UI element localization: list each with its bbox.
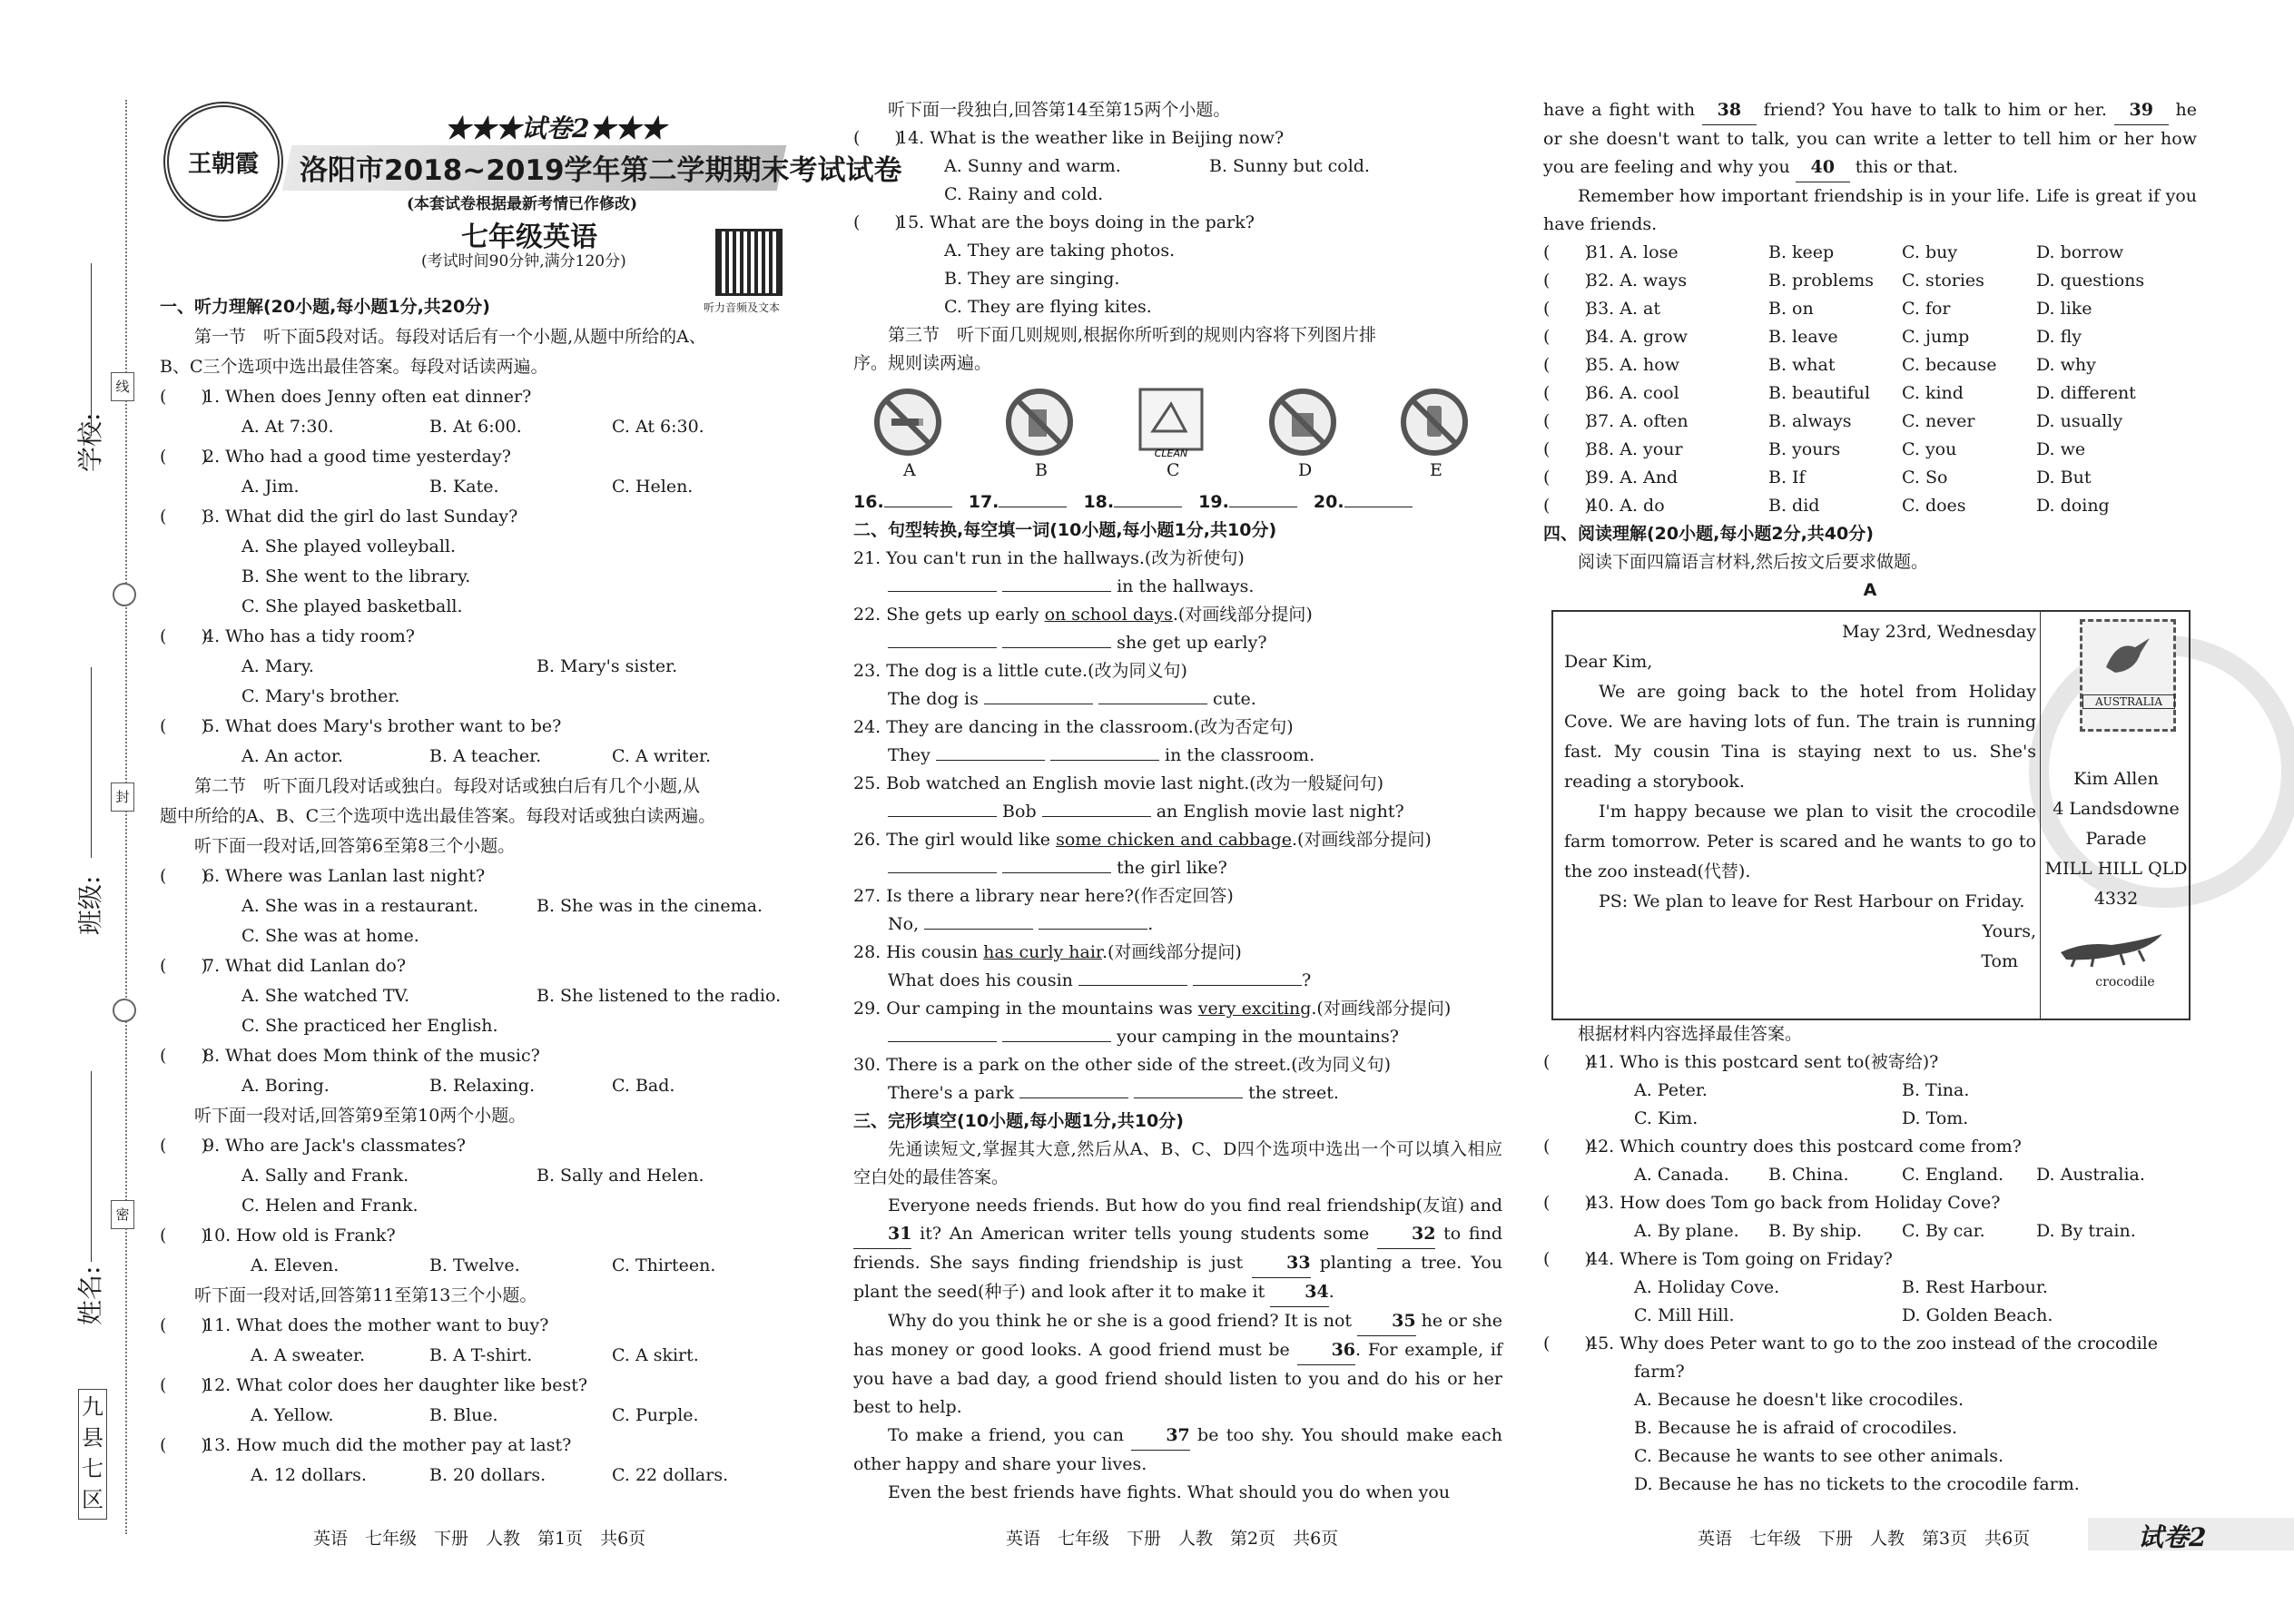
option-14c: C. Rainy and cold. — [944, 184, 1104, 204]
cloze-option: B. yours — [1768, 439, 1841, 459]
no-phone-sign-icon — [1398, 386, 1471, 458]
postcard-address — [2043, 764, 2189, 914]
pictures-row — [871, 386, 1507, 486]
crocodile-icon — [2057, 925, 2166, 970]
cloze-option: 34. A. grow — [1587, 327, 1689, 347]
question-43: ( ) 43. How does Tom go back from Holiday Cove? — [1543, 1193, 2001, 1213]
options-42: A. Canada. B. China. C. England. D. Australia. — [1634, 1165, 2145, 1185]
cloze-option-row — [1543, 408, 2197, 436]
reading-intro: 阅读下面四篇语言材料,然后按文后要求做题。 — [1578, 552, 1929, 572]
cloze-option: C. because — [1902, 355, 1997, 375]
option-3c: C. She played basketball. — [241, 596, 463, 616]
question-44: ( ) 44. Where is Tom going on Friday? — [1543, 1249, 1893, 1269]
blank-21b[interactable] — [1002, 573, 1111, 592]
cloze-paragraph-3: To make a friend, you can 37 be too shy. You should make each other happy and share your lives. — [853, 1422, 1502, 1479]
cloze-option: B. did — [1768, 496, 1820, 516]
options-41b: C. Kim. D. Tom. — [1634, 1108, 1969, 1128]
blank-28a[interactable] — [1078, 967, 1187, 986]
cloze-paragraph-5: Remember how important friendship is in your life. Life is great if you have friends. — [1543, 186, 2197, 234]
bird-icon — [2099, 631, 2157, 685]
addr-line-3: Parade — [2085, 829, 2147, 849]
ornament-icon — [113, 999, 136, 1022]
question-11: ( ) 11. What does the mother want to buy? — [160, 1315, 549, 1335]
no-littering-sign-icon — [1266, 386, 1339, 458]
question-2: ( ) 2. Who had a good time yesterday? — [160, 447, 511, 467]
answer-paren[interactable]: ( ) — [1543, 355, 1591, 375]
cloze-option: B. If — [1768, 468, 1806, 487]
line-mark-xian: 线 — [111, 372, 134, 401]
passage-a-label: A — [1863, 580, 1877, 600]
postcard-divider — [2040, 612, 2041, 1019]
qr-code[interactable] — [715, 229, 783, 296]
blank-16[interactable] — [884, 488, 952, 507]
part2-instruction: 第二节 听下面几段对话或独白。每段对话或独白后有几个小题,从 — [194, 776, 701, 796]
question-1: ( ) 1. When does Jenny often eat dinner? — [160, 387, 532, 407]
section-sentence: 二、句型转换,每空填一词(10小题,每小题1分,共10分) — [853, 520, 1277, 540]
cloze-option: B. what — [1768, 355, 1836, 375]
blank-30a[interactable] — [1019, 1079, 1128, 1098]
footer-page-2: 英语 七年级 下册 人教 第2页 共6页 — [1006, 1529, 1339, 1549]
addr-line-5: 4332 — [2093, 889, 2139, 909]
cloze-intro: 先通读短文,掌握其大意,然后从A、B、C、D四个选项中选出一个可以填入相应空白处的最佳答案。 — [853, 1139, 1502, 1187]
postcard-paragraph-3: PS: We plan to leave for Rest Harbour on Friday. — [1599, 891, 2025, 911]
question-15: ( ) 15. What are the boys doing in the park? — [853, 212, 1255, 232]
blank-23a[interactable] — [984, 685, 1093, 704]
options-2: A. Jim. B. Kate. C. Helen. — [241, 477, 694, 497]
binding-sidebar — [0, 0, 130, 1624]
cloze-option: B. leave — [1768, 327, 1838, 347]
options-41a: A. Peter. B. Tina. — [1634, 1080, 1970, 1100]
column-2 — [853, 96, 1502, 378]
sentence-27-answer: No, . — [853, 910, 1502, 939]
cloze-option: C. stories — [1902, 271, 1984, 290]
options-10: A. Eleven. B. Twelve. C. Thirteen. — [251, 1255, 716, 1275]
options-14: A. Sunny and warm. B. Sunny but cold. — [944, 156, 1370, 176]
pic-label-b: B — [1035, 460, 1048, 480]
section-cloze: 三、完形填空(10小题,每小题1分,共10分) — [853, 1111, 1184, 1131]
section-listening: 一、听力理解(20小题,每小题1分,共20分) — [160, 297, 490, 317]
option-45b: B. Because he is afraid of crocodiles. — [1634, 1418, 1958, 1438]
blank-29b[interactable] — [1002, 1023, 1111, 1042]
column-1 — [160, 292, 815, 1491]
line-mark-feng: 封 — [111, 782, 134, 812]
answer-paren[interactable]: ( ) — [1543, 439, 1591, 459]
blank-30b[interactable] — [1134, 1079, 1243, 1098]
sentence-27: 27. Is there a library near here?(作否定回答) — [853, 886, 1234, 906]
cloze-options — [1543, 239, 2197, 520]
column-2b — [853, 488, 1502, 1507]
postcard-signature: Tom — [1981, 951, 2018, 971]
question-14: ( ) 14. What is the weather like in Beijing now? — [853, 128, 1285, 148]
postcard — [1551, 610, 2191, 1020]
options-4: A. Mary. B. Mary's sister. — [241, 656, 678, 676]
options-6: A. She was in a restaurant. B. She was in the cinema. — [241, 896, 763, 916]
option-15b: B. They are singing. — [944, 269, 1120, 289]
cloze-option: D. questions — [2036, 271, 2145, 290]
postcard-stamp — [2080, 619, 2176, 732]
answer-paren[interactable]: ( ) — [1543, 271, 1591, 290]
blank-18[interactable] — [1114, 488, 1182, 507]
question-9: ( ) 9. Who are Jack's classmates? — [160, 1136, 466, 1156]
no-smoking-sign-icon — [871, 386, 944, 458]
blank-20[interactable] — [1344, 488, 1413, 507]
options-12: A. Yellow. B. Blue. C. Purple. — [251, 1405, 699, 1425]
clean-sign-icon — [1135, 386, 1207, 458]
option-15a: A. They are taking photos. — [944, 241, 1176, 261]
blank-26a[interactable] — [888, 854, 997, 873]
postcard-paragraph-1: We are going back to the hotel from Holiday Cove. We are having lots of fun. The train is running fast. My cousin Tina is staying next to us. She's reading a storybook. — [1564, 682, 2036, 792]
part1-instruction-2: B、C三个选项中选出最佳答案。每段对话读两遍。 — [160, 357, 548, 377]
cloze-option: C. jump — [1902, 327, 1970, 347]
sentence-23-answer: The dog is cute. — [853, 685, 1502, 714]
sentence-24-answer: They in the classroom. — [853, 742, 1502, 770]
page-title: 洛阳市2018~2019学年第二学期期末考试试卷 — [300, 154, 902, 187]
cloze-option: D. different — [2036, 383, 2136, 403]
blank-27a[interactable] — [924, 910, 1033, 930]
cloze-option: 33. A. at — [1587, 299, 1661, 319]
cloze-option: D. like — [2036, 299, 2092, 319]
cloze-option: B. keep — [1768, 242, 1835, 262]
blank-21a[interactable] — [888, 573, 997, 592]
no-eating-sign-icon — [1003, 386, 1076, 458]
title-note: (本套试卷根据最新考情已作修改) — [407, 195, 638, 213]
question-12: ( ) 12. What color does her daughter like best? — [160, 1375, 588, 1395]
cloze-option: C. never — [1902, 411, 1975, 431]
sentence-21: 21. You can't run in the hallways.(改为祈使句) — [853, 548, 1245, 568]
postcard-closing: Yours, — [1982, 921, 2036, 941]
option-45c: C. Because he wants to see other animals. — [1634, 1446, 2004, 1466]
question-10: ( ) 10. How old is Frank? — [160, 1225, 396, 1245]
cloze-option: 40. A. do — [1587, 496, 1665, 516]
name-line — [91, 1071, 92, 1262]
choose-instruction: 根据材料内容选择最佳答案。 — [1578, 1024, 1803, 1044]
answer-paren[interactable]: ( ) — [1543, 299, 1591, 319]
cloze-option-row — [1543, 492, 2197, 520]
lead-6-8: 听下面一段对话,回答第6至第8三个小题。 — [194, 836, 516, 856]
blank-22a[interactable] — [888, 629, 997, 648]
cloze-option-row — [1543, 295, 2197, 323]
cloze-option-row — [1543, 267, 2197, 295]
blank-28b[interactable] — [1193, 967, 1302, 986]
addr-line-2: 4 Landsdowne — [2053, 799, 2180, 819]
sentence-25-answer: Bob an English movie last night? — [853, 798, 1502, 826]
sentence-22-answer: she get up early? — [853, 629, 1502, 657]
answer-blanks-16-20: 16. 17. 18. 19. 20. — [853, 488, 1502, 517]
cloze-option: B. problems — [1768, 271, 1874, 290]
addr-line-1: Kim Allen — [2073, 769, 2159, 789]
pic-label-e: E — [1430, 460, 1442, 480]
question-42: ( ) 42. Which country does this postcard come from? — [1543, 1137, 2022, 1156]
cloze-paragraph-1: Everyone needs friends. But how do you find real friendship(友谊) and 31 it? An American writer tells young students some 32 to find friends. She says finding friendship is just 33 planting a tree. You plant the seed(种子) and look after it to make it 34. — [853, 1192, 1502, 1307]
blank-24b[interactable] — [1050, 742, 1159, 761]
question-3: ( ) 3. What did the girl do last Sunday? — [160, 507, 518, 527]
cloze-option: C. does — [1902, 496, 1966, 516]
name-label: 姓名: — [75, 1265, 105, 1325]
postcard-paragraph-2: I'm happy because we plan to visit the crocodile farm tomorrow. Peter is scared and he wants to go to the zoo instead(代替). — [1564, 802, 2036, 881]
cloze-option: D. doing — [2036, 496, 2110, 516]
cloze-option-row — [1543, 351, 2197, 379]
binding-line — [125, 100, 127, 1534]
cloze-option-row — [1543, 379, 2197, 408]
pic-label-c: C — [1167, 460, 1180, 480]
lead-11-13: 听下面一段对话,回答第11至第13三个小题。 — [194, 1285, 537, 1305]
option-6c: C. She was at home. — [241, 926, 419, 946]
answer-paren[interactable]: ( ) — [1543, 327, 1591, 347]
option-3a: A. She played volleyball. — [241, 536, 457, 556]
options-44a: A. Holiday Cove. B. Rest Harbour. — [1634, 1277, 2048, 1297]
answer-paren[interactable]: ( ) — [1543, 468, 1591, 487]
column-3b — [1543, 1020, 2197, 1499]
class-line — [91, 667, 92, 858]
sentence-29-answer: your camping in the mountains? — [853, 1023, 1502, 1051]
option-9c: C. Helen and Frank. — [241, 1196, 418, 1216]
cloze-option: D. why — [2036, 355, 2096, 375]
cloze-option: C. for — [1902, 299, 1951, 319]
blank-27b[interactable] — [1039, 910, 1147, 930]
line-mark-mi: 密 — [111, 1200, 134, 1229]
clean-label: CLEAN — [1154, 448, 1188, 458]
options-7: A. She watched TV. B. She listened to the radio. — [241, 986, 782, 1006]
sentence-23: 23. The dog is a little cute.(改为同义句) — [853, 661, 1187, 681]
section-reading: 四、阅读理解(20小题,每小题2分,共40分) — [1543, 524, 1874, 544]
cloze-option-row — [1543, 239, 2197, 267]
region-box: 九县七区 — [78, 1389, 107, 1520]
answer-paren[interactable]: ( ) — [1543, 242, 1591, 262]
part2-instruction-2: 题中所给的A、B、C三个选项中选出最佳答案。每段对话或独白读两遍。 — [160, 806, 716, 826]
cloze-option: 36. A. cool — [1587, 383, 1679, 403]
options-8: A. Boring. B. Relaxing. C. Bad. — [241, 1076, 675, 1096]
sentence-21-answer: in the hallways. — [853, 573, 1502, 601]
cloze-option: 38. A. your — [1587, 439, 1683, 459]
class-label: 班级: — [75, 875, 105, 935]
question-7: ( ) 7. What did Lanlan do? — [160, 956, 407, 976]
options-44b: C. Mill Hill. D. Golden Beach. — [1634, 1305, 2053, 1325]
part3-instruction: 第三节 听下面几则规则,根据你所听到的规则内容将下列图片排 — [888, 325, 1377, 345]
blank-23b[interactable] — [1098, 685, 1207, 704]
cloze-option: 32. A. ways — [1587, 271, 1688, 290]
footer-page-3: 英语 七年级 下册 人教 第3页 共6页 — [1698, 1529, 2031, 1549]
question-45-cont: farm? — [1634, 1362, 1685, 1382]
sentence-30-answer: There's a park the street. — [853, 1079, 1502, 1107]
option-45d: D. Because he has no tickets to the crocodile farm. — [1634, 1474, 2080, 1494]
cloze-option: B. beautiful — [1768, 383, 1871, 403]
cloze-paragraph-4-cont: have a fight with 38 friend? You have to talk to him or her. 39 he or she doesn't want to talk, you can write a letter to tell him or her how you are feeling and why you 40 this or that. — [1543, 96, 2197, 182]
sentence-28-answer: What does his cousin ? — [853, 967, 1502, 995]
cloze-option: 39. A. And — [1587, 468, 1679, 487]
question-13: ( ) 13. How much did the mother pay at last? — [160, 1435, 572, 1455]
cloze-option: C. kind — [1902, 383, 1964, 403]
cloze-option: 37. A. often — [1587, 411, 1689, 431]
question-6: ( ) 6. Where was Lanlan last night? — [160, 866, 486, 886]
cloze-option: C. you — [1902, 439, 1957, 459]
sentence-30: 30. There is a park on the other side of the street.(改为同义句) — [853, 1055, 1392, 1075]
sentence-22: 22. She gets up early on school days.(对画线部分提问) — [853, 605, 1313, 625]
blank-25a[interactable] — [888, 798, 997, 817]
school-label: 学校: — [75, 412, 105, 472]
cloze-option: C. So — [1902, 468, 1948, 487]
cloze-option: C. buy — [1902, 242, 1958, 262]
brand-logo: 王朝霞 — [163, 102, 283, 221]
cloze-option: B. always — [1768, 411, 1852, 431]
cloze-option: 31. A. lose — [1587, 242, 1679, 262]
option-4c: C. Mary's brother. — [241, 686, 400, 706]
question-45: ( ) 45. Why does Peter want to go to the zoo instead of the crocodile — [1543, 1334, 2159, 1353]
part1-instruction: 第一节 听下面5段对话。每段对话后有一个小题,从题中所给的A、 — [194, 327, 706, 347]
subject-title: 七年级英语 — [461, 221, 597, 253]
qr-caption: 听力音频及文本 — [704, 301, 781, 314]
exam-number: ★★★试卷2★★★ — [445, 113, 666, 143]
column-3 — [1543, 96, 2197, 605]
option-3b: B. She went to the library. — [241, 566, 471, 586]
answer-paren[interactable]: ( ) — [1543, 411, 1591, 431]
sentence-26: 26. The girl would like some chicken and cabbage.(对画线部分提问) — [853, 830, 1432, 850]
blank-25b[interactable] — [1042, 798, 1151, 817]
cloze-paragraph-4: Even the best friends have fights. What should you do when you — [888, 1482, 1451, 1502]
options-1: A. At 7:30. B. At 6:00. C. At 6:30. — [241, 417, 704, 437]
cloze-option: D. borrow — [2036, 242, 2124, 262]
blank-29a[interactable] — [888, 1023, 997, 1042]
option-45a: A. Because he doesn't like crocodiles. — [1634, 1390, 1964, 1410]
option-7c: C. She practiced her English. — [241, 1016, 498, 1036]
cloze-option: D. But — [2036, 468, 2092, 487]
sentence-28: 28. His cousin has curly hair.(对画线部分提问) — [853, 942, 1242, 962]
blank-24a[interactable] — [936, 742, 1045, 761]
exam-time: (考试时间90分钟,满分120分) — [421, 252, 626, 271]
option-15c: C. They are flying kites. — [944, 297, 1152, 317]
cloze-option-row — [1543, 436, 2197, 464]
blank-22b[interactable] — [1002, 629, 1111, 648]
part3-instruction-2: 序。规则读两遍。 — [853, 353, 992, 373]
question-8: ( ) 8. What does Mom think of the music? — [160, 1046, 540, 1066]
sentence-29: 29. Our camping in the mountains was very exciting.(对画线部分提问) — [853, 999, 1452, 1019]
blank-17[interactable] — [999, 488, 1067, 507]
cloze-option: D. fly — [2036, 327, 2082, 347]
cloze-option: 35. A. how — [1587, 355, 1679, 375]
lead-14-15: 听下面一段独白,回答第14至第15两个小题。 — [888, 100, 1231, 120]
cloze-option-row — [1543, 323, 2197, 351]
pic-label-a: A — [903, 460, 916, 480]
options-13: A. 12 dollars. B. 20 dollars. C. 22 dollars. — [251, 1465, 729, 1485]
sentence-26-answer: the girl like? — [853, 854, 1502, 882]
cloze-option-row — [1543, 464, 2197, 492]
crocodile-caption: crocodile — [2095, 975, 2155, 989]
pic-label-d: D — [1298, 460, 1313, 480]
answer-paren[interactable]: ( ) — [1543, 383, 1591, 403]
question-41: ( ) 41. Who is this postcard sent to(被寄给)? — [1543, 1052, 1939, 1072]
answer-paren[interactable]: ( ) — [1543, 496, 1591, 516]
school-line — [91, 263, 92, 436]
options-9: A. Sally and Frank. B. Sally and Helen. — [241, 1166, 704, 1186]
ornament-icon — [113, 583, 136, 606]
postcard-greeting: Dear Kim, — [1564, 652, 1653, 672]
question-5: ( ) 5. What does Mary's brother want to be? — [160, 716, 562, 736]
cloze-paragraph-2: Why do you think he or she is a good friend? It is not 35 he or she has money or good looks. A good friend must be 36. For example, if you have a bad day, a good friend should listen to you and do his or her best to help. — [853, 1307, 1502, 1422]
footer-tag: 试卷2 — [2138, 1522, 2207, 1552]
lead-9-10: 听下面一段对话,回答第9至第10两个小题。 — [194, 1106, 527, 1126]
cloze-option: B. on — [1768, 299, 1814, 319]
sentence-25: 25. Bob watched an English movie last night.(改为一般疑问句) — [853, 773, 1384, 793]
options-5: A. An actor. B. A teacher. C. A writer. — [241, 746, 712, 766]
question-4: ( ) 4. Who has a tidy room? — [160, 626, 415, 646]
postcard-date: May 23rd, Wednesday — [1842, 622, 2036, 642]
blank-19[interactable] — [1229, 488, 1297, 507]
options-11: A. A sweater. B. A T-shirt. C. A skirt. — [251, 1345, 699, 1365]
addr-line-4: MILL HILL QLD — [2044, 859, 2188, 879]
cloze-option: D. usually — [2036, 411, 2123, 431]
cloze-option: D. we — [2036, 439, 2086, 459]
stamp-country: AUSTRALIA — [2082, 694, 2175, 709]
blank-26b[interactable] — [1002, 854, 1111, 873]
footer-page-1: 英语 七年级 下册 人教 第1页 共6页 — [313, 1529, 646, 1549]
options-43: A. By plane. B. By ship. C. By car. D. By train. — [1634, 1221, 2136, 1241]
sentence-24: 24. They are dancing in the classroom.(改为否定句) — [853, 717, 1294, 737]
